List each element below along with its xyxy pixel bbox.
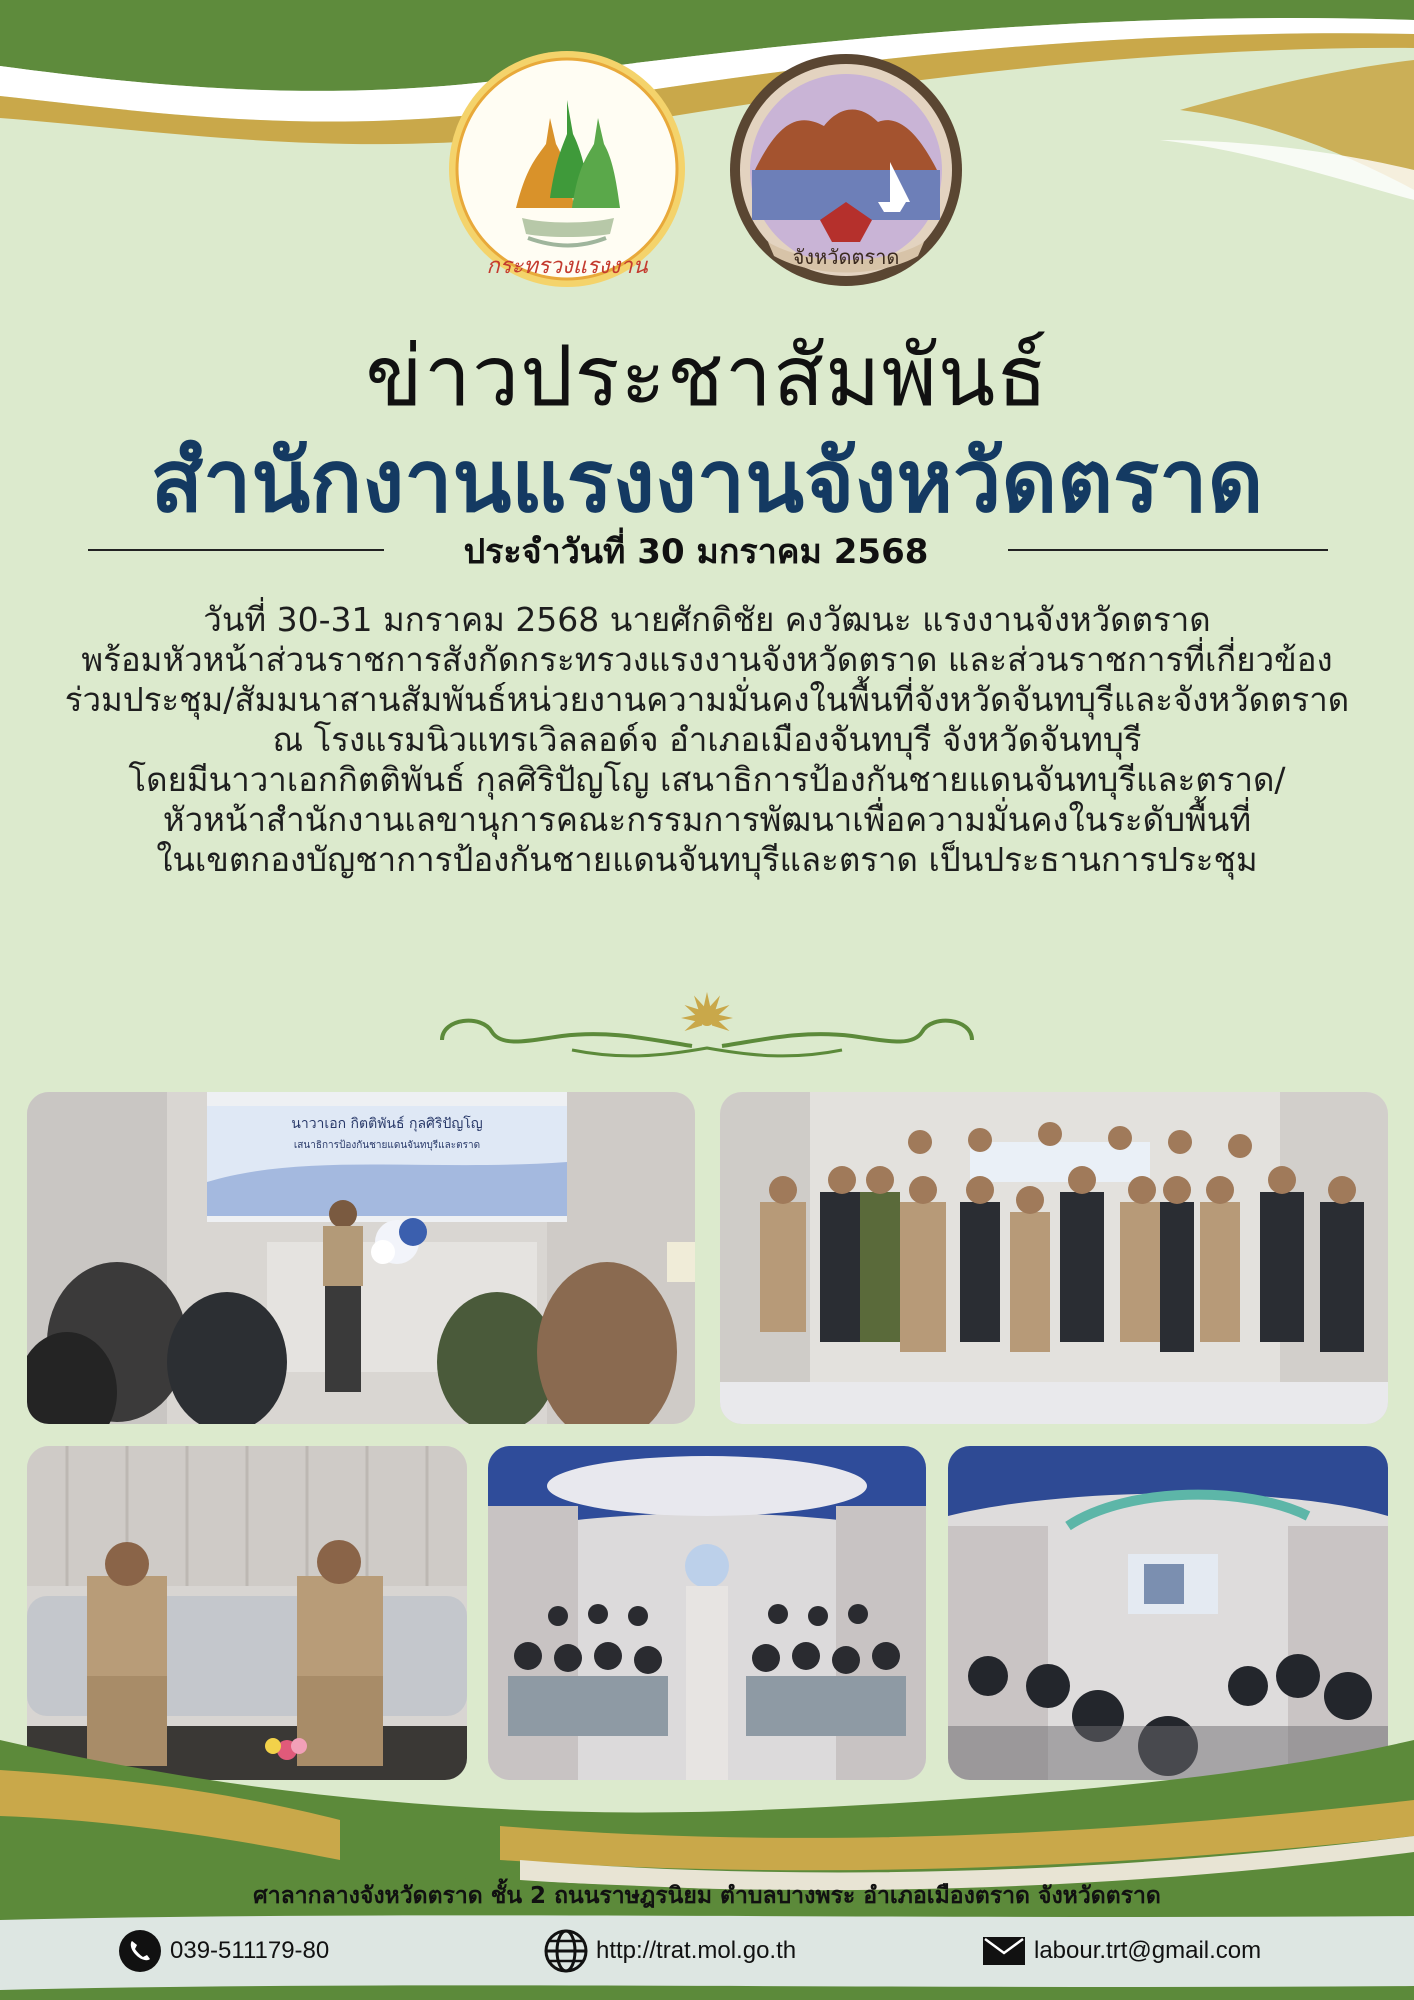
date-text: ประจำวันที่ 30 มกราคม 2568: [463, 532, 929, 572]
contact-email[interactable]: [982, 1928, 1261, 1974]
globe-icon: [544, 1929, 588, 1973]
ornament-divider-icon: [422, 990, 992, 1070]
date-line: [0, 524, 1414, 574]
photo-audience-screen: [948, 1446, 1388, 1780]
body-line: หัวหน้าสำนักงานเลขานุการคณะกรรมการพัฒนาเพื่อความมั่นคงในระดับพื้นที่: [162, 800, 1252, 839]
screen-text-line2: เสนาธิการป้องกันชายแดนจันทบุรีและตราด: [293, 1140, 481, 1151]
body-line: พร้อมหัวหน้าส่วนราชการสังกัดกระทรวงแรงงานจังหวัดตราด และส่วนราชการที่เกี่ยวข้อง: [81, 640, 1333, 679]
divider-line-left: [88, 549, 384, 551]
photo-group: [720, 1092, 1388, 1424]
screen-text-line1: นาวาเอก กิตติพันธ์ กุลศิริปัญโญ: [291, 1116, 483, 1132]
contact-phone[interactable]: [118, 1928, 329, 1974]
envelope-icon: [982, 1929, 1026, 1973]
body-line: ในเขตกองบัญชาการป้องกันชายแดนจันทบุรีและตราด เป็นประธานการประชุม: [156, 840, 1258, 879]
logo-row: [0, 46, 1414, 286]
office-name: สำนักงานแรงงานจังหวัดตราด: [150, 432, 1264, 532]
email-address: labour.trt@gmail.com: [1034, 1937, 1262, 1964]
footer-address: ศาลากลางจังหวัดตราด ชั้น 2 ถนนราษฎรนิยม ตำบลบางพระ อำเภอเมืองตราด จังหวัดตราด: [253, 1883, 1161, 1909]
page-title: ข่าวประชาสัมพันธ์: [365, 327, 1049, 425]
phone-number: 039-511179-80: [170, 1937, 330, 1964]
news-body: [28, 600, 1386, 880]
photo-speaker-at-podium: [27, 1092, 695, 1424]
contact-website[interactable]: [544, 1928, 796, 1974]
body-line: วันที่ 30-31 มกราคม 2568 นายศักดิชัย คงวัฒนะ แรงงานจังหวัดตราด: [203, 600, 1211, 639]
ministry-of-labour-seal: [446, 48, 688, 290]
body-line: ณ โรงแรมนิวแทรเวิลลอด์จ อำเภอเมืองจันทบุรี จังหวัดจันทบุรี: [272, 720, 1142, 759]
body-line: โดยมีนาวาเอกกิตติพันธ์ กุลศิริปัญโญ เสนาธิการป้องกันชายแดนจันทบุรีและตราด/: [128, 760, 1286, 799]
footer-contacts: [0, 1928, 1414, 1974]
trat-province-seal: [728, 52, 964, 288]
trat-seal-text: จังหวัดตราด: [792, 245, 900, 269]
photo-meeting-room-wide: [488, 1446, 926, 1780]
phone-icon: [118, 1929, 162, 1973]
website-url: http://trat.mol.go.th: [596, 1937, 797, 1964]
body-line: ร่วมประชุม/สัมมนาสานสัมพันธ์หน่วยงานความมั่นคงในพื้นที่จังหวัดจันทบุรีและจังหวัดตราด: [64, 680, 1350, 719]
photo-officers-seated: [27, 1446, 467, 1780]
ministry-seal-text: กระทรวงแรงงาน: [486, 254, 648, 279]
divider-line-right: [1008, 549, 1328, 551]
